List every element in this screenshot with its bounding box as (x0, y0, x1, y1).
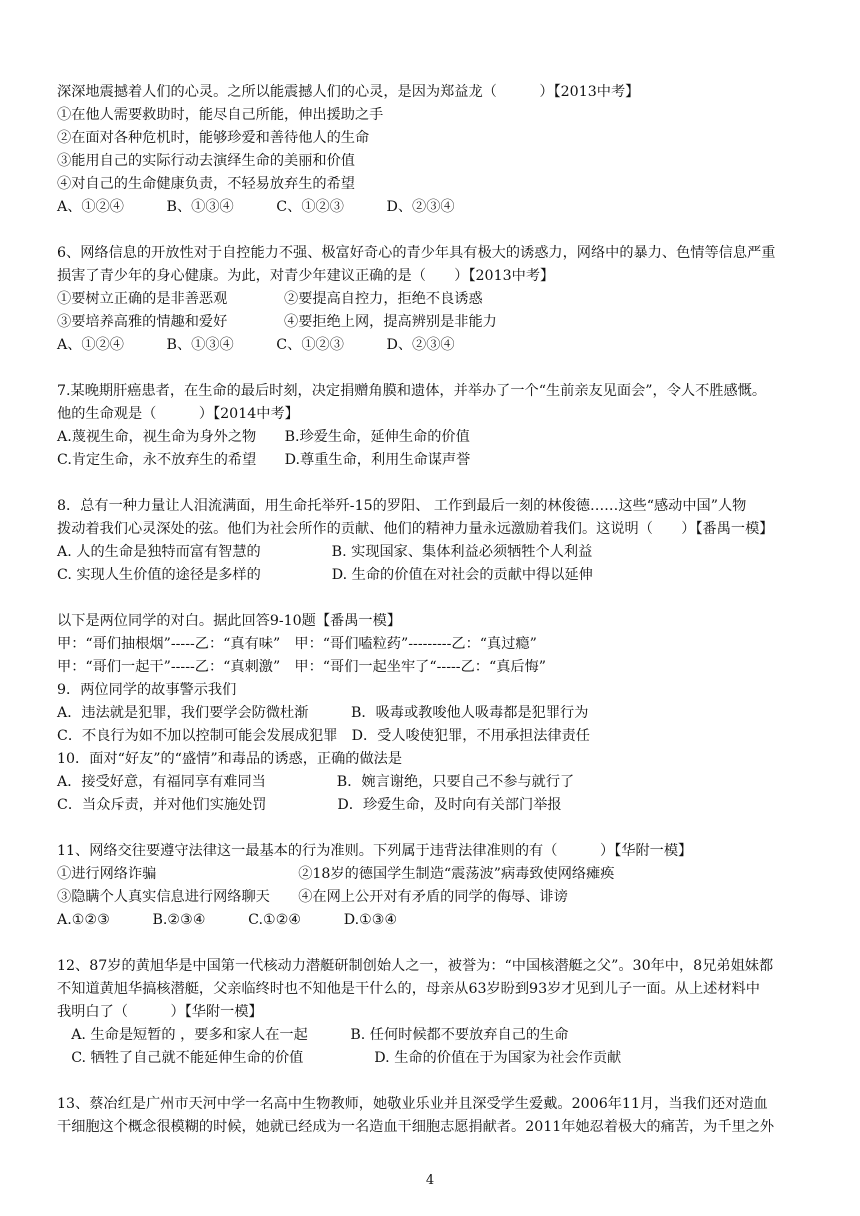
q5-choices: A、①②④ B、①③④ C、①②③ D、②③④ (57, 199, 455, 215)
q5-option-2: ②在面对各种危机时，能够珍爱和善待他人的生命 (57, 130, 370, 146)
q9-choices-row-1: A．违法就是犯罪，我们要学会防微杜渐 B．吸毒或教唆他人吸毒都是犯罪行为 (57, 705, 589, 721)
q9-stem: 9．两位同学的故事警示我们 (57, 682, 237, 698)
q5-option-4: ④对自己的生命健康负责，不轻易放弃生的希望 (57, 176, 355, 192)
q6-choices: A、①②④ B、①③④ C、①②③ D、②③④ (57, 337, 455, 353)
q5-option-1: ①在他人需要救助时，能尽自己所能，伸出援助之手 (57, 107, 384, 123)
page-number: 4 (425, 1173, 435, 1188)
q8-stem-line-2: 拨动着我们心灵深处的弦。他们为社会所作的贡献、他们的精神力量永远激励着我们。这说明（ ）【番禺一模】 (57, 521, 774, 537)
q10-choices-row-1: A．接受好意，有福同享有难同当 B．婉言谢绝，只要自己不参与就行了 (57, 774, 575, 790)
q12-stem-line-1: 12、87岁的黄旭华是中国第一代核动力潜艇研制创始人之一，被誉为：“中国核潜艇之父”。30年中，8兄弟姐妹都 (57, 958, 774, 974)
q6-options-row-1: ①要树立正确的是非善恶观 ②要提高自控力，拒绝不良诱惑 (57, 291, 483, 307)
q8-stem-line-1: 8．总有一种力量让人泪流满面，用生命托举歼-15的罗阳、 工作到最后一刻的林俊德……这些“感动中国”人物 (57, 498, 747, 514)
dialogue-line-1: 甲：“哥们抽根烟”-----乙：“真有味” 甲：“哥们嗑粒药”---------乙：“真过瘾” (57, 636, 537, 652)
q9-choices-row-2: C．不良行为如不加以控制可能会发展成犯罪 D．受人唆使犯罪，不用承担法律责任 (57, 728, 590, 744)
q8-choices-row-1: A. 人的生命是独特而富有智慧的 B. 实现国家、集体利益必须牺牲个人利益 (57, 544, 593, 560)
q7-choices-row-1: A.蔑视生命，视生命为身外之物 B.珍爱生命，延伸生命的价值 (57, 429, 470, 445)
q11-options-row-1: ①进行网络诈骗 ②18岁的德国学生制造“震荡波”病毒致使网络瘫痪 (57, 866, 615, 882)
q9-10-intro: 以下是两位同学的对白。据此回答9-10题【番禺一模】 (57, 613, 402, 629)
q6-stem-line-2: 损害了青少年的身心健康。为此，对青少年建议正确的是（ ）【2013中考】 (57, 268, 555, 284)
q13-stem-line-2: 干细胞这个概念很模糊的时候，她就已经成为一名造血干细胞志愿捐献者。2011年她忍着极大的痛苦，为千里之外 (57, 1119, 775, 1135)
q10-stem: 10．面对“好友”的“盛情”和毒品的诱惑，正确的做法是 (57, 751, 403, 767)
q11-options-row-2: ③隐瞒个人真实信息进行网络聊天 ④在网上公开对有矛盾的同学的侮辱、诽谤 (57, 889, 568, 905)
q11-choices: A.①②③ B.②③④ C.①②④ D.①③④ (57, 912, 398, 928)
q8-choices-row-2: C. 实现人生价值的途径是多样的 D. 生命的价值在对社会的贡献中得以延伸 (57, 567, 593, 583)
q12-choices-row-1: A. 生命是短暂的 ，要多和家人在一起 B. 任何时候都不要放弃自己的生命 (57, 1027, 569, 1043)
q7-stem-line-2: 他的生命观是（ ）【2014中考】 (57, 406, 299, 422)
q5-option-3: ③能用自己的实际行动去演绎生命的美丽和价值 (57, 153, 355, 169)
q12-stem-line-2: 不知道黄旭华搞核潜艇，父亲临终时也不知他是干什么的，母亲从63岁盼到93岁才见到儿子一面。从上述材料中 (57, 981, 760, 997)
q7-choices-row-2: C.肯定生命，永不放弃生的希望 D.尊重生命，利用生命谋声誉 (57, 452, 471, 468)
dialogue-line-2: 甲：“哥们一起干”-----乙：“真刺激” 甲：“哥们一起坐牢了“-----乙：“真后悔” (57, 659, 547, 675)
q6-options-row-2: ③要培养高雅的情趣和爱好 ④要拒绝上网，提高辨别是非能力 (57, 314, 497, 330)
q10-choices-row-2: C．当众斥责，并对他们实施处罚 D．珍爱生命，及时向有关部门举报 (57, 797, 562, 813)
q6-stem-line-1: 6、网络信息的开放性对于自控能力不强、极富好奇心的青少年具有极大的诱惑力，网络中的暴力、色情等信息严重 (57, 245, 776, 261)
q12-stem-line-3: 我明白了（ ）【华附一模】 (57, 1004, 263, 1020)
q5-stem-line: 深深地震撼着人们的心灵。之所以能震撼人们的心灵，是因为郑益龙（ ）【2013中考】 (57, 84, 640, 100)
q7-stem-line-1: 7.某晚期肝癌患者，在生命的最后时刻，决定捐赠角膜和遗体，并举办了一个“生前亲友见面会”，令人不胜感慨。 (57, 383, 767, 399)
q12-choices-row-2: C. 牺牲了自己就不能延伸生命的价值 D. 生命的价值在于为国家为社会作贡献 (57, 1050, 622, 1066)
q13-stem-line-1: 13、蔡冶红是广州市天河中学一名高中生物教师，她敬业乐业并且深受学生爱戴。2006年11月，当我们还对造血 (57, 1096, 768, 1112)
q11-stem: 11、网络交往要遵守法律这一最基本的行为准则。下列属于违背法律准则的有（ ）【华附一模】 (57, 843, 693, 859)
